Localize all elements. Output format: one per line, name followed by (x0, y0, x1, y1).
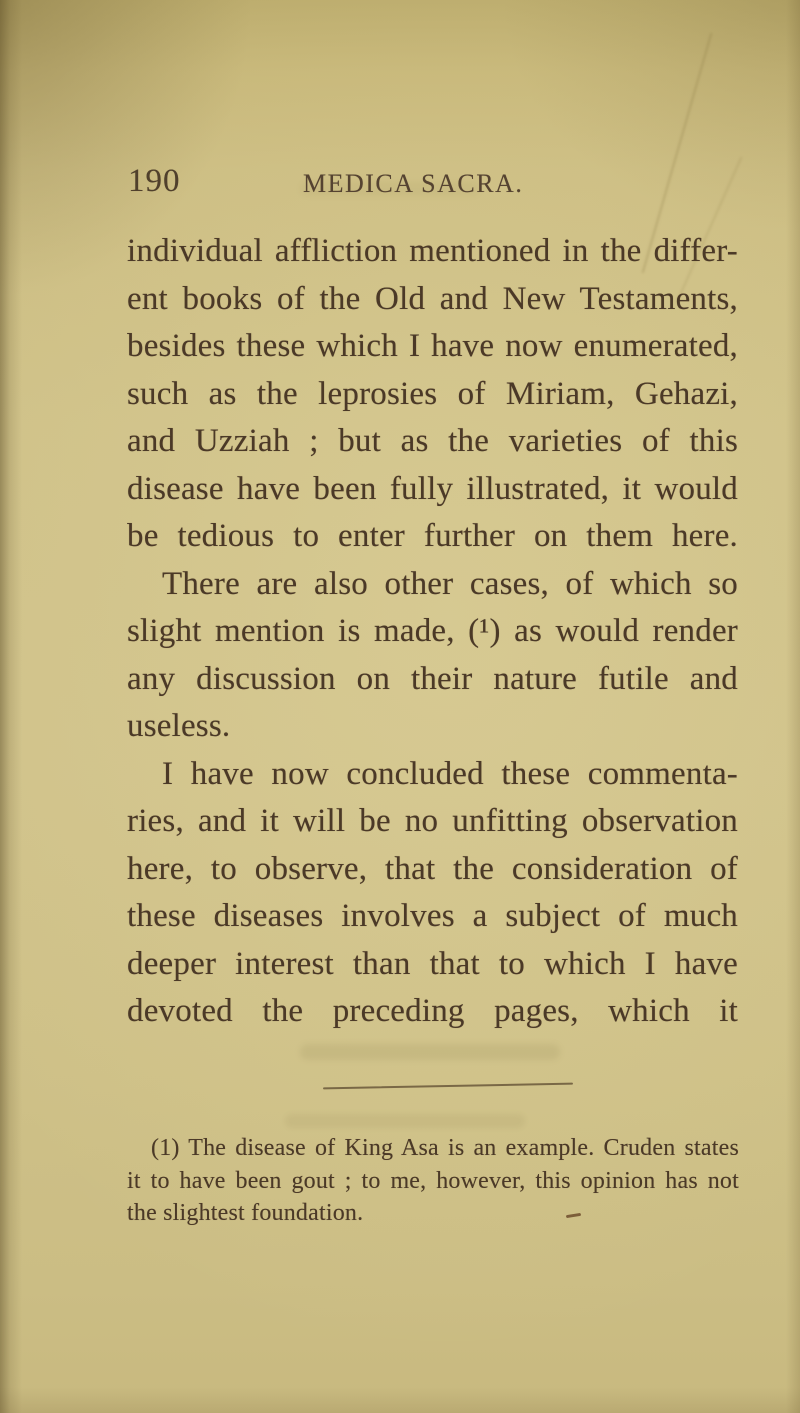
body-line: any discussion on their nature futile and (127, 660, 738, 697)
running-title: MEDICA SACRA. (303, 169, 524, 198)
page-edge-shadow (786, 0, 800, 1413)
body-line: individual affliction mentioned in the differ- (127, 233, 738, 269)
body-line: and Uzziah ; but as the varieties of this (127, 423, 738, 459)
footnote-separator-rule (323, 1083, 573, 1090)
body-line-paragraph-start: I have now concluded these commenta- (162, 755, 738, 792)
footnote-line: it to have been gout ; to me, however, this opinion has not (127, 1167, 739, 1194)
footnote-line: the slightest foundation. (127, 1200, 364, 1226)
body-line: ent books of the Old and New Testaments, (127, 280, 738, 317)
body-line: be tedious to enter further on them here. (127, 518, 738, 554)
body-line-paragraph-end: useless. (127, 708, 231, 744)
body-line: such as the leprosies of Miriam, Gehazi, (127, 375, 738, 412)
body-line: these diseases involves a subject of much (127, 898, 738, 934)
body-line: here, to observe, that the consideration of (127, 850, 738, 887)
footnote-line: (1) The disease of King Asa is an example. Cruden states (151, 1135, 739, 1161)
body-line: besides these which I have now enumerated, (127, 328, 738, 364)
body-line: disease have been fully illustrated, it would (127, 470, 738, 507)
page-number: 190 (128, 163, 181, 199)
show-through-smudge (285, 1114, 525, 1128)
body-line: ries, and it will be no unfitting observation (127, 803, 738, 839)
page-gutter-shadow (0, 0, 22, 1413)
body-line: slight mention is made, (¹) as would render (127, 613, 738, 649)
body-text (127, 228, 738, 1036)
body-line: deeper interest than that to which I have (127, 945, 738, 982)
page-bottom-shadow (0, 1387, 800, 1413)
body-line: devoted the preceding pages, which it (127, 993, 738, 1029)
body-line-paragraph-start: There are also other cases, of which so (162, 565, 738, 602)
show-through-smudge (300, 1044, 560, 1060)
footnote (127, 1132, 739, 1230)
